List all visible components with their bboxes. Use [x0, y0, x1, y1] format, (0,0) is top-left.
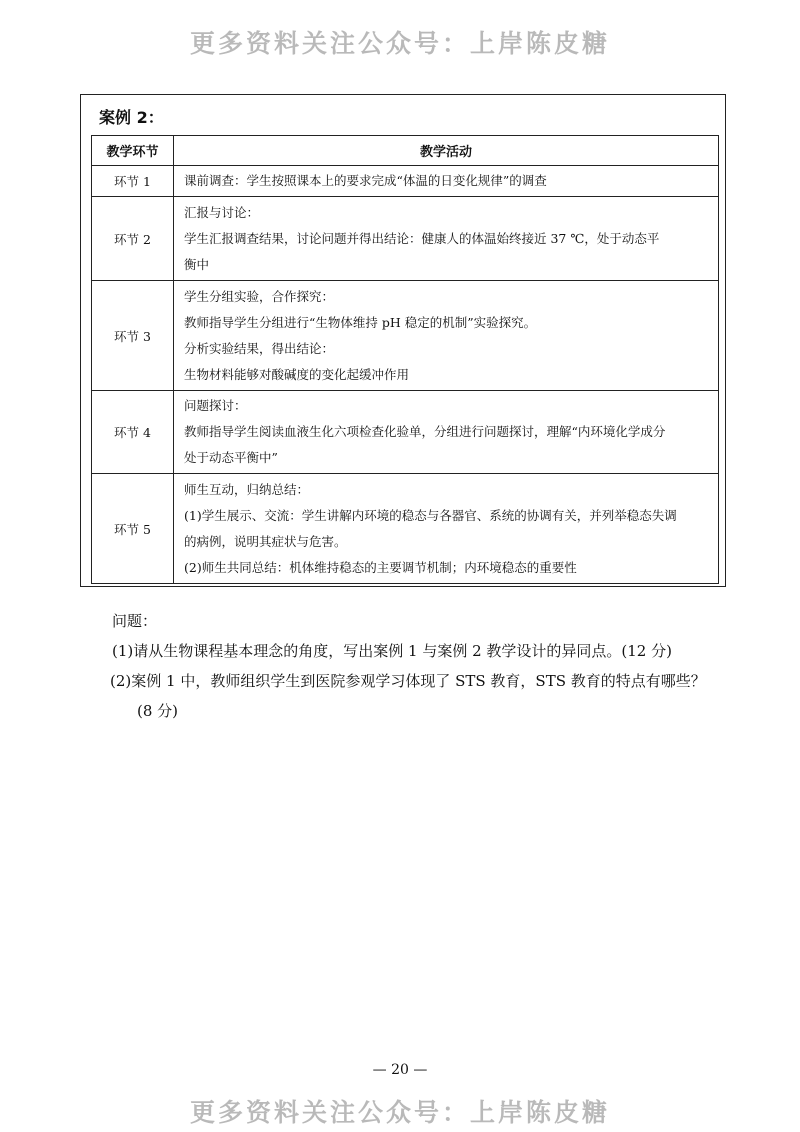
- teaching-plan-table: [91, 135, 719, 584]
- header-stage: 教学环节: [92, 136, 174, 166]
- activity-cell: [174, 474, 719, 584]
- question-1: (1)请从生物课程基本理念的角度，写出案例 1 与案例 2 教学设计的异同点。(12 分): [112, 642, 672, 660]
- activity-cell: [174, 391, 719, 474]
- activity-line: 生物材料能够对酸碱度的变化起缓冲作用: [184, 366, 410, 382]
- table-row: [92, 166, 719, 197]
- case-2-box: [80, 94, 726, 587]
- activity-line: 学生汇报调查结果，讨论问题并得出结论：健康人的体温始终接近 37 ℃，处于动态平: [184, 230, 660, 246]
- activity-line: 学生分组实验，合作探究：: [184, 288, 335, 304]
- table-row: [92, 391, 719, 474]
- table-row: [92, 197, 719, 281]
- activity-cell: [174, 197, 719, 281]
- activity-line: 师生互动，归纳总结：: [184, 481, 310, 497]
- stage-cell: 环节 3: [92, 281, 174, 391]
- activity-line: 处于动态平衡中”: [184, 450, 278, 465]
- table-header-row: [92, 136, 719, 166]
- activity-cell: [174, 166, 719, 197]
- activity-line: 课前调查：学生按照课本上的要求完成“体温的日变化规律”的调查: [184, 173, 547, 188]
- watermark-bottom: 更多资料关注公众号：上岸陈皮糖: [189, 1098, 610, 1127]
- stage-cell: 环节 1: [92, 166, 174, 197]
- header-activity: 教学活动: [174, 136, 719, 166]
- watermark-top: 更多资料关注公众号：上岸陈皮糖: [189, 29, 610, 58]
- activity-line: 教师指导学生分组进行“生物体维持 pH 稳定的机制”实验探究。: [184, 314, 537, 330]
- stage-cell: 环节 2: [92, 197, 174, 281]
- activity-line: 问题探讨：: [184, 398, 247, 413]
- activity-line: 教师指导学生阅读血液生化六项检查化验单，分组进行问题探讨，理解“内环境化学成分: [184, 424, 666, 439]
- questions-heading: 问题：: [112, 612, 158, 630]
- question-2-score: (8 分): [137, 702, 179, 720]
- table-row: [92, 281, 719, 391]
- questions-section: [112, 606, 708, 726]
- case-title: 案例 2：: [99, 108, 164, 127]
- activity-line: 汇报与讨论：: [184, 204, 260, 220]
- table-row: [92, 474, 719, 584]
- question-2: (2)案例 1 中，教师组织学生到医院参观学习体现了 STS 教育，STS 教育的特点有哪些？: [110, 672, 706, 690]
- activity-line: (2)师生共同总结：机体维持稳态的主要调节机制；内环境稳态的重要性: [184, 559, 577, 575]
- stage-cell: 环节 5: [92, 474, 174, 584]
- page-number: — 20 —: [372, 1062, 428, 1078]
- activity-cell: [174, 281, 719, 391]
- activity-line: (1)学生展示、交流：学生讲解内环境的稳态与各器官、系统的协调有关，并列举稳态失调: [184, 507, 677, 523]
- activity-line: 分析实验结果，得出结论：: [184, 340, 335, 356]
- activity-line: 衡中: [184, 256, 210, 272]
- stage-cell: 环节 4: [92, 391, 174, 474]
- activity-line: 的病例，说明其症状与危害。: [184, 533, 347, 549]
